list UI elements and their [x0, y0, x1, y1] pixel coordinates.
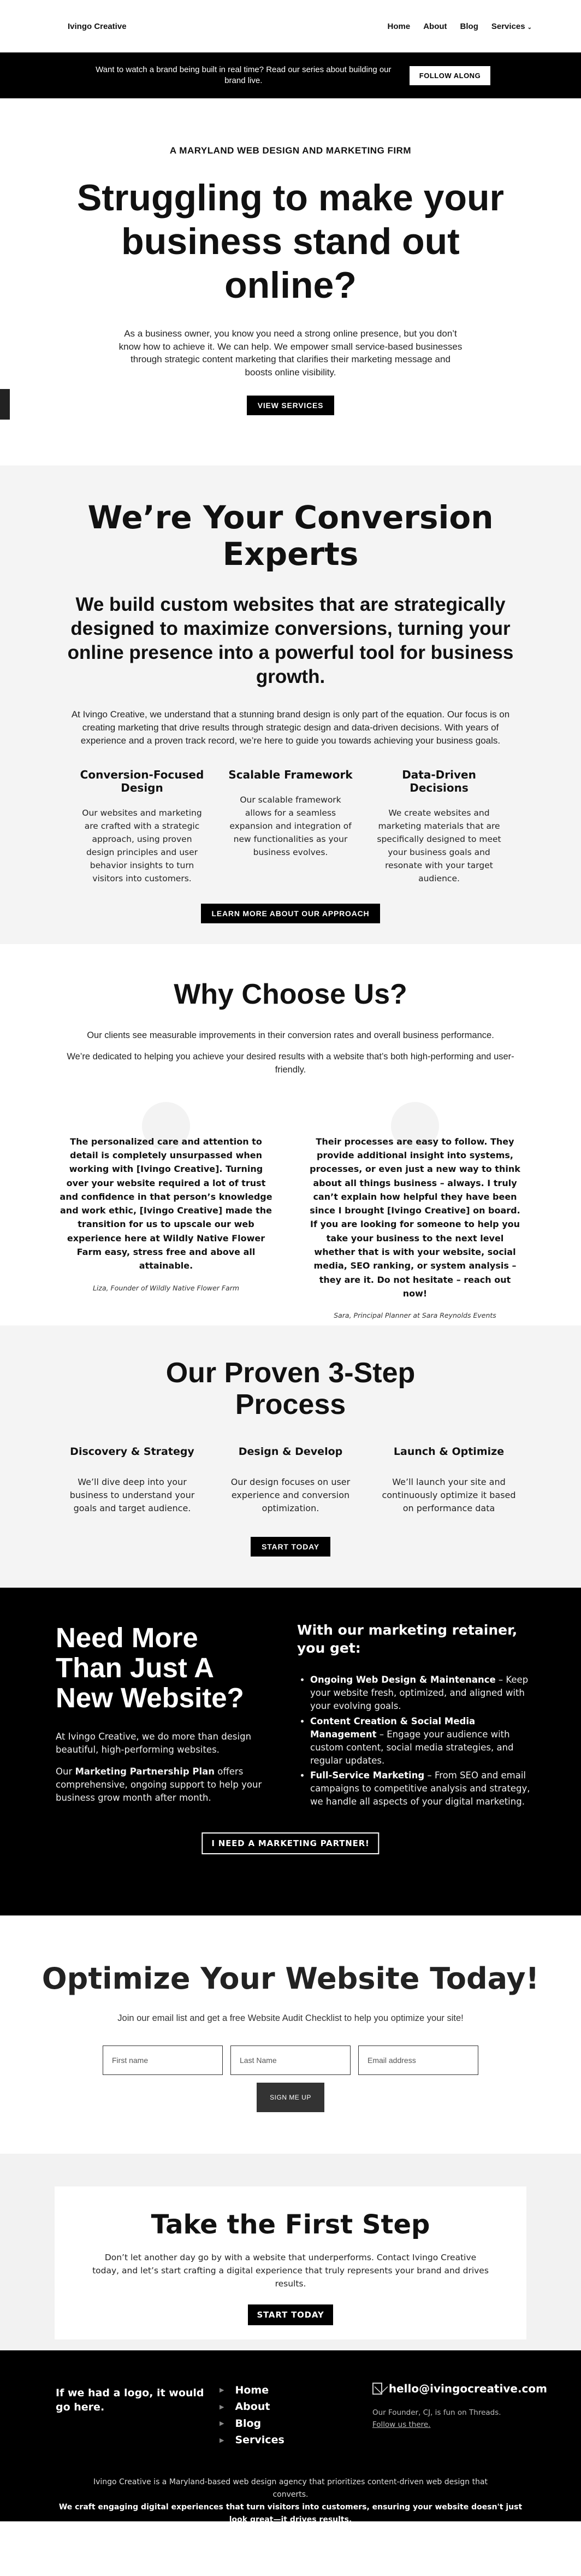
list-item-title: Content Creation & Social Media Management — [310, 1716, 476, 1740]
marketing-text-prefix: Our — [56, 1766, 75, 1777]
column-text: Our scalable framework allows for a seamless expansion and integration of new functionalities as your business evolves. — [229, 794, 352, 857]
footer-link-services[interactable] — [220, 2432, 372, 2448]
nav-services-label: Services — [491, 21, 525, 31]
hero-eyebrow: A MARYLAND WEB DESIGN AND MARKETING FIRM — [169, 145, 412, 156]
main-nav — [388, 22, 532, 31]
retainer-title: With our marketing retainer, you get: — [297, 1622, 518, 1656]
arrow-right-icon: ▶ — [220, 2420, 224, 2427]
experts-subtitle: We build custom websites that are strategically designed to maximize conversions, turning your online presence into a powerful tool for business growth. — [67, 594, 514, 687]
cta-text: Don’t let another day go by with a website that underperforms. Contact Ivingo Creative today, and let’s start crafting a digital experience that truly represents your brand and drives results. — [92, 2253, 489, 2289]
column-title: Scalable Framework — [228, 768, 353, 781]
signup-form — [0, 2046, 581, 2075]
email-input[interactable] — [358, 2046, 478, 2075]
experts-title: We’re Your Conversion Experts — [87, 499, 494, 573]
step-title: Discovery & Strategy — [70, 1446, 194, 1458]
announcement-banner — [0, 52, 581, 98]
testimonial-cite: Liza, Founder of Wildly Native Flower Farm — [92, 1283, 240, 1292]
list-item-text: – Keep your website fresh, optimized, and aligned with your evolving goals. — [310, 1675, 529, 1711]
hero-title: Struggling to make your business stand out online? — [76, 177, 505, 306]
cta-card — [55, 2186, 526, 2339]
process-step — [381, 1446, 517, 1515]
first-name-input[interactable] — [103, 2046, 223, 2075]
follow-along-button[interactable]: FOLLOW ALONG — [410, 66, 490, 85]
experts-lead: At Ivingo Creative, we understand that a stunning brand design is only part of the equation. Our focus is on creating marketing that drive results through strategic design and data-driven decisions. With years of experience and a proven track record, we’re here to guide you towards achieving your business goals. — [71, 709, 510, 746]
process-section — [0, 1325, 581, 1588]
view-services-button[interactable]: VIEW SERVICES — [247, 396, 335, 415]
process-step — [64, 1446, 200, 1515]
testimonial-cite: Sara, Principal Planner at Sara Reynolds Events — [334, 1311, 496, 1320]
cta-title: Take the First Step — [151, 2209, 430, 2240]
newsletter-text: Join our email list and get a free Website Audit Checklist to help you optimize your site! — [117, 2013, 464, 2023]
testimonial — [57, 1102, 275, 1319]
marketing-title: Need More Than Just A New Website? — [56, 1622, 244, 1714]
why-title: Why Choose Us? — [174, 978, 407, 1010]
list-item-title: Full-Service Marketing — [310, 1770, 425, 1781]
marketing-text-suffix: offers comprehensive, ongoing support to help your business grow month after month. — [56, 1766, 262, 1803]
learn-approach-button[interactable]: LEARN MORE ABOUT OUR APPROACH — [201, 904, 381, 923]
marketing-content — [0, 1622, 581, 1811]
footer-tagline: We craft engaging digital experiences that turn visitors into customers, ensuring your website doesn't just look great—it drives results. — [58, 2502, 523, 2524]
footer-note — [372, 2407, 547, 2431]
marketing-plan-name: Marketing Partnership Plan — [75, 1766, 215, 1777]
arrow-right-icon: ▶ — [220, 2386, 224, 2394]
arrow-right-icon: ▶ — [220, 2436, 224, 2444]
footer-link-home[interactable] — [220, 2382, 372, 2398]
list-item — [310, 1715, 537, 1767]
process-columns — [0, 1446, 581, 1515]
newsletter-section — [0, 1915, 581, 2154]
footer-link-label: Home — [235, 2384, 269, 2396]
site-logo[interactable]: Ivingo Creative — [68, 21, 127, 31]
footer-note-text: Our Founder, CJ, is fun on Threads. — [372, 2408, 501, 2417]
marketing-left — [56, 1622, 263, 1811]
experts-columns — [0, 768, 581, 885]
chevron-down-icon: ⌄ — [527, 24, 532, 31]
footer-about: Ivingo Creative is a Maryland-based web design agency that prioritizes content-driven web design that converts. — [93, 2477, 488, 2499]
nav-home[interactable]: Home — [387, 21, 411, 31]
list-item-text: – From SEO and email campaigns to competitive analysis and strategy, we handle all aspects of your digital marketing. — [310, 1770, 530, 1807]
start-today-button[interactable]: START TODAY — [251, 1537, 330, 1557]
experts-column — [79, 768, 205, 885]
footer-bottom — [0, 2476, 581, 2526]
testimonial-quote: The personalized care and attention to detail is completely unsurpassed when working with [Ivingo Creative]. Turning over your website required a lot of trust and confidence in that person’s knowledge and work ethic, [Ivingo Creative] made the transition for us to upscale our web experience here at Wildly Native Flower Farm easy, stress free and above all attainable. — [60, 1136, 272, 1271]
retainer-list — [297, 1673, 537, 1808]
banner-text: Want to watch a brand being built in real time? Read our series about building our brand live. — [96, 64, 392, 85]
marketing-section — [0, 1588, 581, 1915]
experts-section — [0, 465, 581, 944]
footer-email: hello@ivingocreative.com — [388, 2382, 547, 2395]
list-item — [310, 1769, 537, 1808]
testimonials — [0, 1102, 581, 1319]
why-section — [0, 944, 581, 1325]
process-title: Our Proven 3-Step Process — [165, 1357, 416, 1421]
process-step — [222, 1446, 359, 1515]
list-item-text: – Engage your audience with custom content, social media strategies, and regular updates. — [310, 1729, 514, 1766]
side-tab[interactable] — [0, 389, 10, 420]
experts-column — [227, 768, 354, 885]
hero-section — [0, 98, 581, 465]
site-header — [0, 0, 581, 52]
nav-blog[interactable]: Blog — [460, 21, 478, 31]
experts-column — [376, 768, 502, 885]
hero-body: As a business owner, you know you need a strong online presence, but you don’t know how to achieve it. We can help. We empower small service-based businesses through strategic content marketing that clarifies their marketing message and boosts online visibility. — [118, 328, 463, 378]
cta-start-today-button[interactable]: START TODAY — [248, 2304, 333, 2325]
footer-nav — [220, 2382, 372, 2449]
step-title: Launch & Optimize — [393, 1446, 505, 1458]
marketing-right — [297, 1622, 537, 1811]
column-title: Conversion-Focused Design — [80, 768, 204, 794]
site-footer — [0, 2350, 581, 2524]
footer-link-label: Blog — [235, 2417, 262, 2430]
cta-section — [0, 2154, 581, 2350]
mail-icon — [372, 2383, 382, 2395]
list-item-title: Ongoing Web Design & Maintenance — [310, 1675, 496, 1685]
newsletter-title: Optimize Your Website Today! — [42, 1961, 540, 1996]
sign-up-button[interactable]: SIGN ME UP — [257, 2083, 324, 2112]
column-title: Data-Driven Decisions — [402, 768, 476, 794]
step-title: Design & Develop — [238, 1446, 343, 1458]
follow-us-link[interactable]: Follow us there. — [372, 2420, 431, 2429]
arrow-right-icon: ▶ — [220, 2403, 224, 2410]
column-text: Our websites and marketing are crafted with a strategic approach, using proven design principles and user behavior insights to turn visitors into customers. — [82, 807, 202, 883]
step-text: We’ll launch your site and continuously optimize it based on performance data — [382, 1477, 516, 1514]
footer-link-about[interactable] — [220, 2398, 372, 2415]
list-item — [310, 1673, 537, 1713]
marketing-text-2 — [56, 1765, 263, 1805]
why-text-2: We’re dedicated to helping you achieve your desired results with a website that’s both high-performing and user-friendly. — [67, 1052, 514, 1075]
footer-link-label: Services — [235, 2434, 284, 2447]
nav-services[interactable] — [491, 22, 532, 31]
last-name-input[interactable] — [230, 2046, 351, 2075]
footer-columns — [0, 2382, 581, 2449]
footer-logo-placeholder: If we had a logo, it would go here. — [56, 2387, 204, 2413]
footer-email-link[interactable] — [372, 2382, 547, 2395]
testimonial — [306, 1102, 524, 1319]
footer-link-label: About — [235, 2401, 270, 2413]
why-text-1: Our clients see measurable improvements in their conversion rates and overall business performance. — [87, 1030, 494, 1040]
marketing-text-1: At Ivingo Creative, we do more than design beautiful, high-performing websites. — [56, 1731, 252, 1755]
step-text: We’ll dive deep into your business to understand your goals and target audience. — [69, 1477, 195, 1514]
step-text: Our design focuses on user experience and conversion optimization. — [230, 1477, 351, 1514]
marketing-partner-button[interactable]: I NEED A MARKETING PARTNER! — [201, 1832, 379, 1854]
column-text: We create websites and marketing materials that are specifically designed to meet your business goals and resonate with your target audience. — [377, 807, 501, 883]
testimonial-quote: Their processes are easy to follow. They provide additional insight into systems, processes, or even just a new way to think about all things business – always. I truly can’t explain how helpful they have been since I brought [Ivingo Creative] on board. If you are looking for someone to help you take your business to the next level whether that is with your website, social media, SEO ranking, or system analysis – they are it. Do not hesitate – reach out now! — [310, 1136, 520, 1299]
nav-about[interactable]: About — [423, 21, 447, 31]
footer-contact — [372, 2382, 547, 2449]
footer-link-blog[interactable] — [220, 2415, 372, 2432]
